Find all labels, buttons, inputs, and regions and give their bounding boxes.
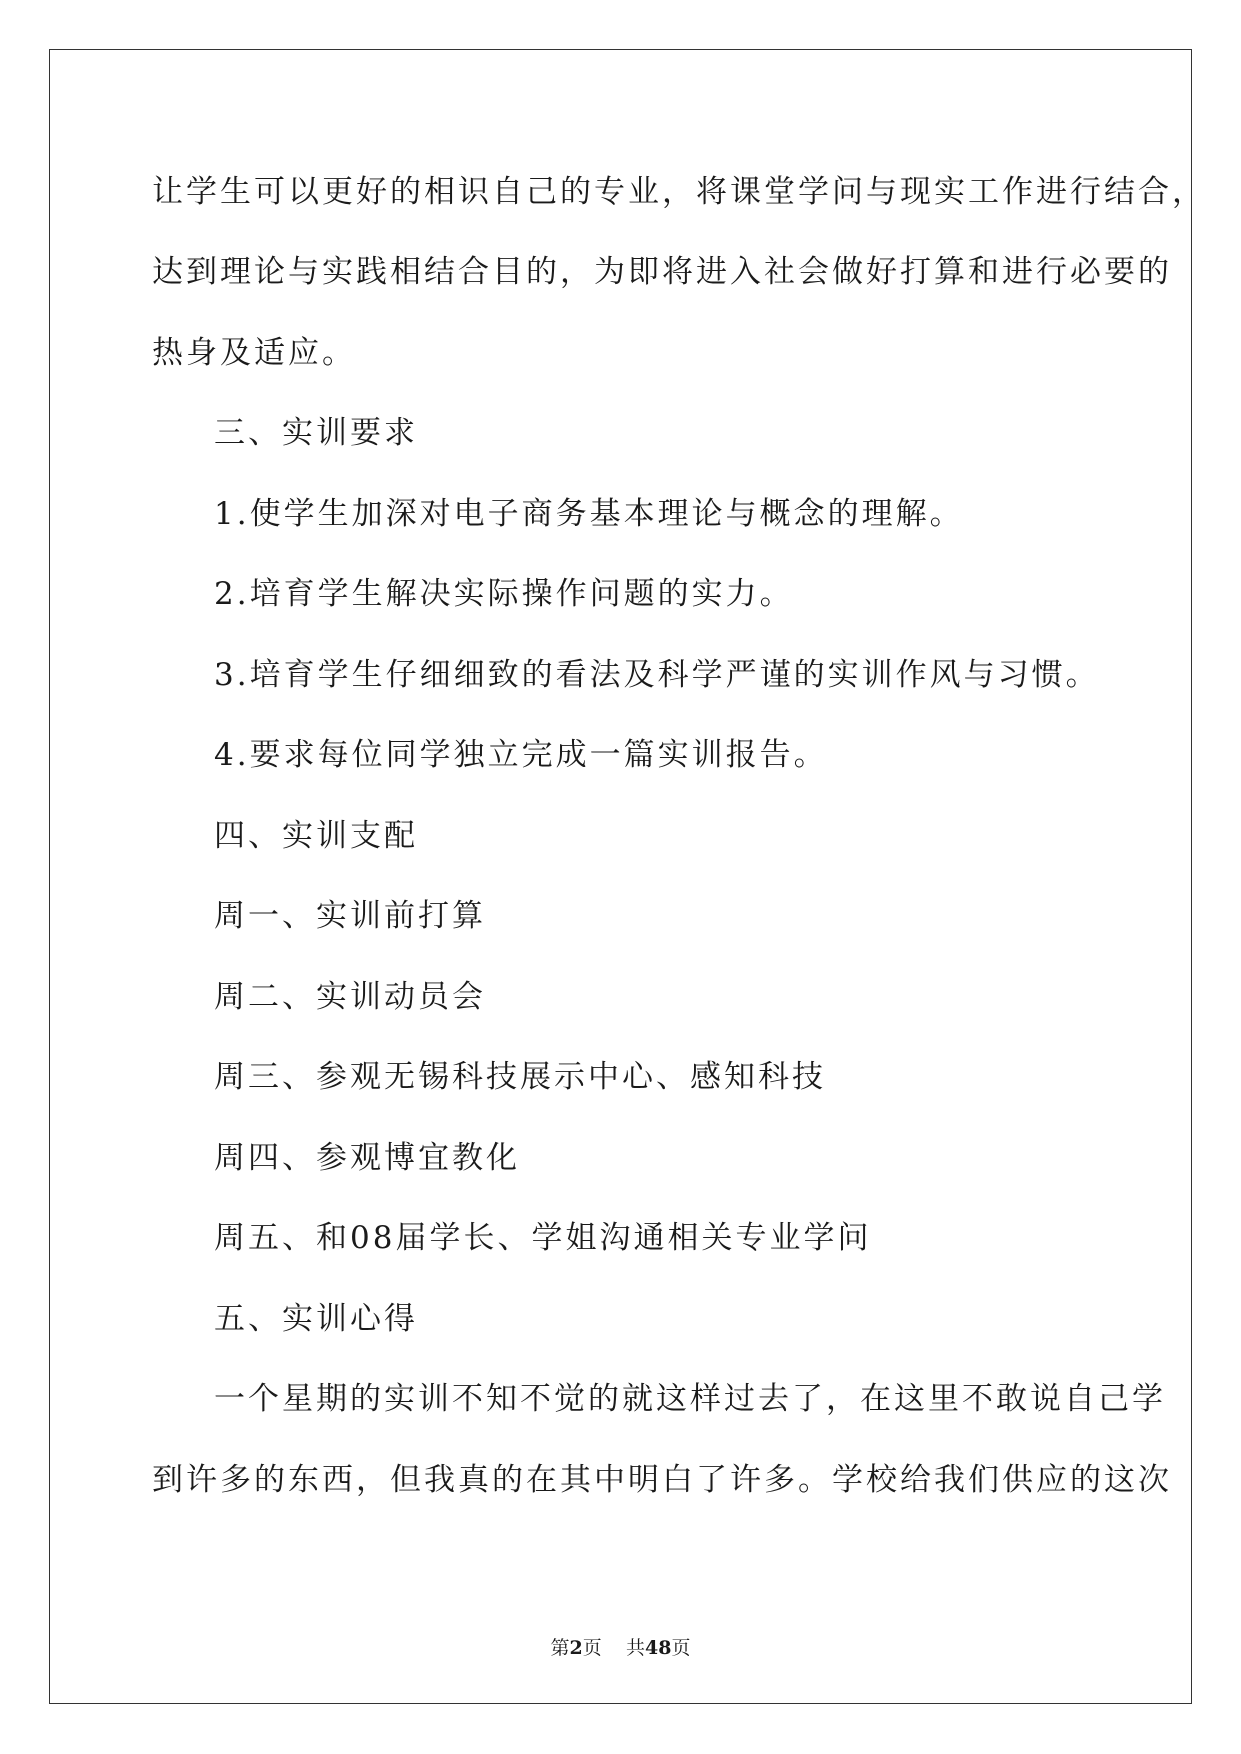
footer-page-suffix: 页 <box>582 1637 602 1659</box>
footer-total-pages: 48 <box>644 1637 672 1659</box>
footer-total-prefix: 共 <box>625 1637 645 1659</box>
requirement-item-2: 2.培育学生解决实际操作问题的实力。 <box>214 576 794 612</box>
footer-page-prefix: 第 <box>550 1637 570 1659</box>
schedule-tuesday: 周二、实训动员会 <box>214 979 486 1015</box>
body-line-3: 热身及适应。 <box>152 335 356 371</box>
body-line-2: 达到理论与实践相结合目的，为即将进入社会做好打算和进行必要的 <box>152 254 1172 290</box>
section-heading-3: 三、实训要求 <box>214 415 418 451</box>
requirement-item-4: 4.要求每位同学独立完成一篇实训报告。 <box>214 737 828 773</box>
footer-page-number: 2 <box>569 1637 583 1659</box>
schedule-friday: 周五、和08届学长、学姐沟通相关专业学问 <box>214 1220 872 1256</box>
schedule-thursday: 周四、参观博宜教化 <box>214 1140 520 1176</box>
reflection-line-2: 到许多的东西，但我真的在其中明白了许多。学校给我们供应的这次 <box>152 1462 1172 1498</box>
reflection-line-1: 一个星期的实训不知不觉的就这样过去了，在这里不敢说自己学 <box>214 1381 1166 1417</box>
footer-total-suffix: 页 <box>671 1637 691 1659</box>
section-heading-5: 五、实训心得 <box>214 1301 418 1337</box>
requirement-item-3: 3.培育学生仔细细致的看法及科学严谨的实训作风与习惯。 <box>214 657 1100 693</box>
requirement-item-1: 1.使学生加深对电子商务基本理论与概念的理解。 <box>214 496 964 532</box>
page-footer <box>0 1636 1241 1660</box>
section-heading-4: 四、实训支配 <box>214 818 418 854</box>
schedule-monday: 周一、实训前打算 <box>214 898 486 934</box>
body-line-1: 让学生可以更好的相识自己的专业，将课堂学问与现实工作进行结合， <box>152 174 1206 210</box>
page-border <box>49 49 1192 1704</box>
schedule-wednesday: 周三、参观无锡科技展示中心、感知科技 <box>214 1059 826 1095</box>
